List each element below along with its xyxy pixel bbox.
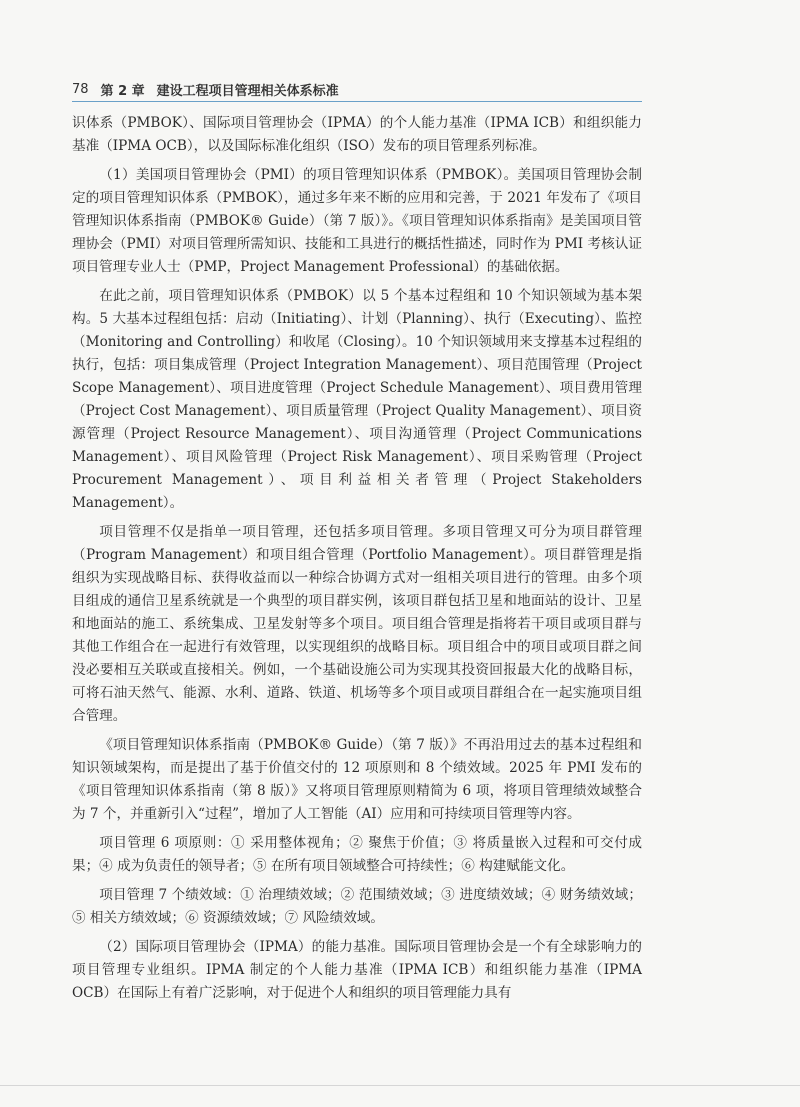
chapter-label: 第 2 章 [100,83,145,99]
paragraph: （1）美国项目管理协会（PMI）的项目管理知识体系（PMBOK）。美国项目管理协会制定的项目管理知识体系（PMBOK），通过多年来不断的应用和完善，于 2021 年发布了《项目管理知识体系指南（PMBOK® Guide）（第 7 版）》。《项目管理知识体系指南》是美国项目管理协会（PMI）对项目管理所需知识、技能和工具进行的概括性描述，同时作为 PMI 考核认证项目管理专业人士（PMP，Project Management Professional）的基础依据。 [72,167,642,275]
body-text [72,112,642,1011]
header-rule [72,101,642,102]
page-bottom-edge [0,1085,800,1086]
page-number: 78 [72,81,89,97]
paragraph: 《项目管理知识体系指南（PMBOK® Guide）（第 7 版）》不再沿用过去的基本过程组和知识领域架构，而是提出了基于价值交付的 12 项原则和 8 个绩效域。2025 年 PMI 发布的《项目管理知识体系指南（第 8 版）》又将项目管理原则精简为 6 项，将项目管理绩效域整合为 7 个，并重新引入“过程”，增加了人工智能（AI）应用和可持续项目管理等内容。 [72,737,642,822]
page-header [72,78,642,100]
chapter-title: 建设工程项目管理相关体系标准 [156,83,339,99]
paragraph: 识体系（PMBOK）、国际项目管理协会（IPMA）的个人能力基准（IPMA ICB）和组织能力基准（IPMA OCB），以及国际标准化组织（ISO）发布的项目管理系列标准。 [72,115,642,154]
paragraph: 项目管理 6 项原则：① 采用整体视角；② 聚焦于价值；③ 将质量嵌入过程和可交付成果；④ 成为负责任的领导者；⑤ 在所有项目领域整合可持续性；⑥ 构建赋能文化。 [72,835,642,874]
paragraph: 项目管理不仅是指单一项目管理，还包括多项目管理。多项目管理又可分为项目群管理（Program Management）和项目组合管理（Portfolio Management）。项目群管理是指组织为实现战略目标、获得收益而以一种综合协调方式对一组相关项目进行的管理。由多个项目组成的通信卫星系统就是一个典型的项目群实例，该项目群包括卫星和地面站的设计、卫星和地面站的施工、系统集成、卫星发射等多个项目。项目组合管理是指将若干项目或项目群与其他工作组合在一起进行有效管理，以实现组织的战略目标。项目组合中的项目或项目群之间没必要相互关联或直接相关。例如，一个基础设施公司为实现其投资回报最大化的战略目标，可将石油天然气、能源、水利、道路、铁道、机场等多个项目或项目群组合在一起实施项目组合管理。 [72,524,642,724]
paragraph: （2）国际项目管理协会（IPMA）的能力基准。国际项目管理协会是一个有全球影响力的项目管理专业组织。IPMA 制定的个人能力基准（IPMA ICB）和组织能力基准（IPMA OCB）在国际上有着广泛影响，对于促进个人和组织的项目管理能力具有 [72,939,642,1001]
paragraph: 在此之前，项目管理知识体系（PMBOK）以 5 个基本过程组和 10 个知识领域为基本架构。5 大基本过程组包括：启动（Initiating）、计划（Planning）、执行（Executing）、监控（Monitoring and Controlling）和收尾（Closing）。10 个知识领域用来支撑基本过程组的执行，包括：项目集成管理（Project Integration Management）、项目范围管理（Project Scope Management）、项目进度管理（Project Schedule Management）、项目费用管理（Project Cost Management）、项目质量管理（Project Quality Management）、项目资源管理（Project Resource Management）、项目沟通管理（Project Communications Management）、项目风险管理（Project Risk Management）、项目采购管理（Project Procurement Management）、项目利益相关者管理（Project Stakeholders Management）。 [72,288,642,511]
paragraph: 项目管理 7 个绩效域：① 治理绩效域；② 范围绩效域；③ 进度绩效域；④ 财务绩效域；⑤ 相关方绩效域；⑥ 资源绩效域；⑦ 风险绩效域。 [72,887,642,926]
